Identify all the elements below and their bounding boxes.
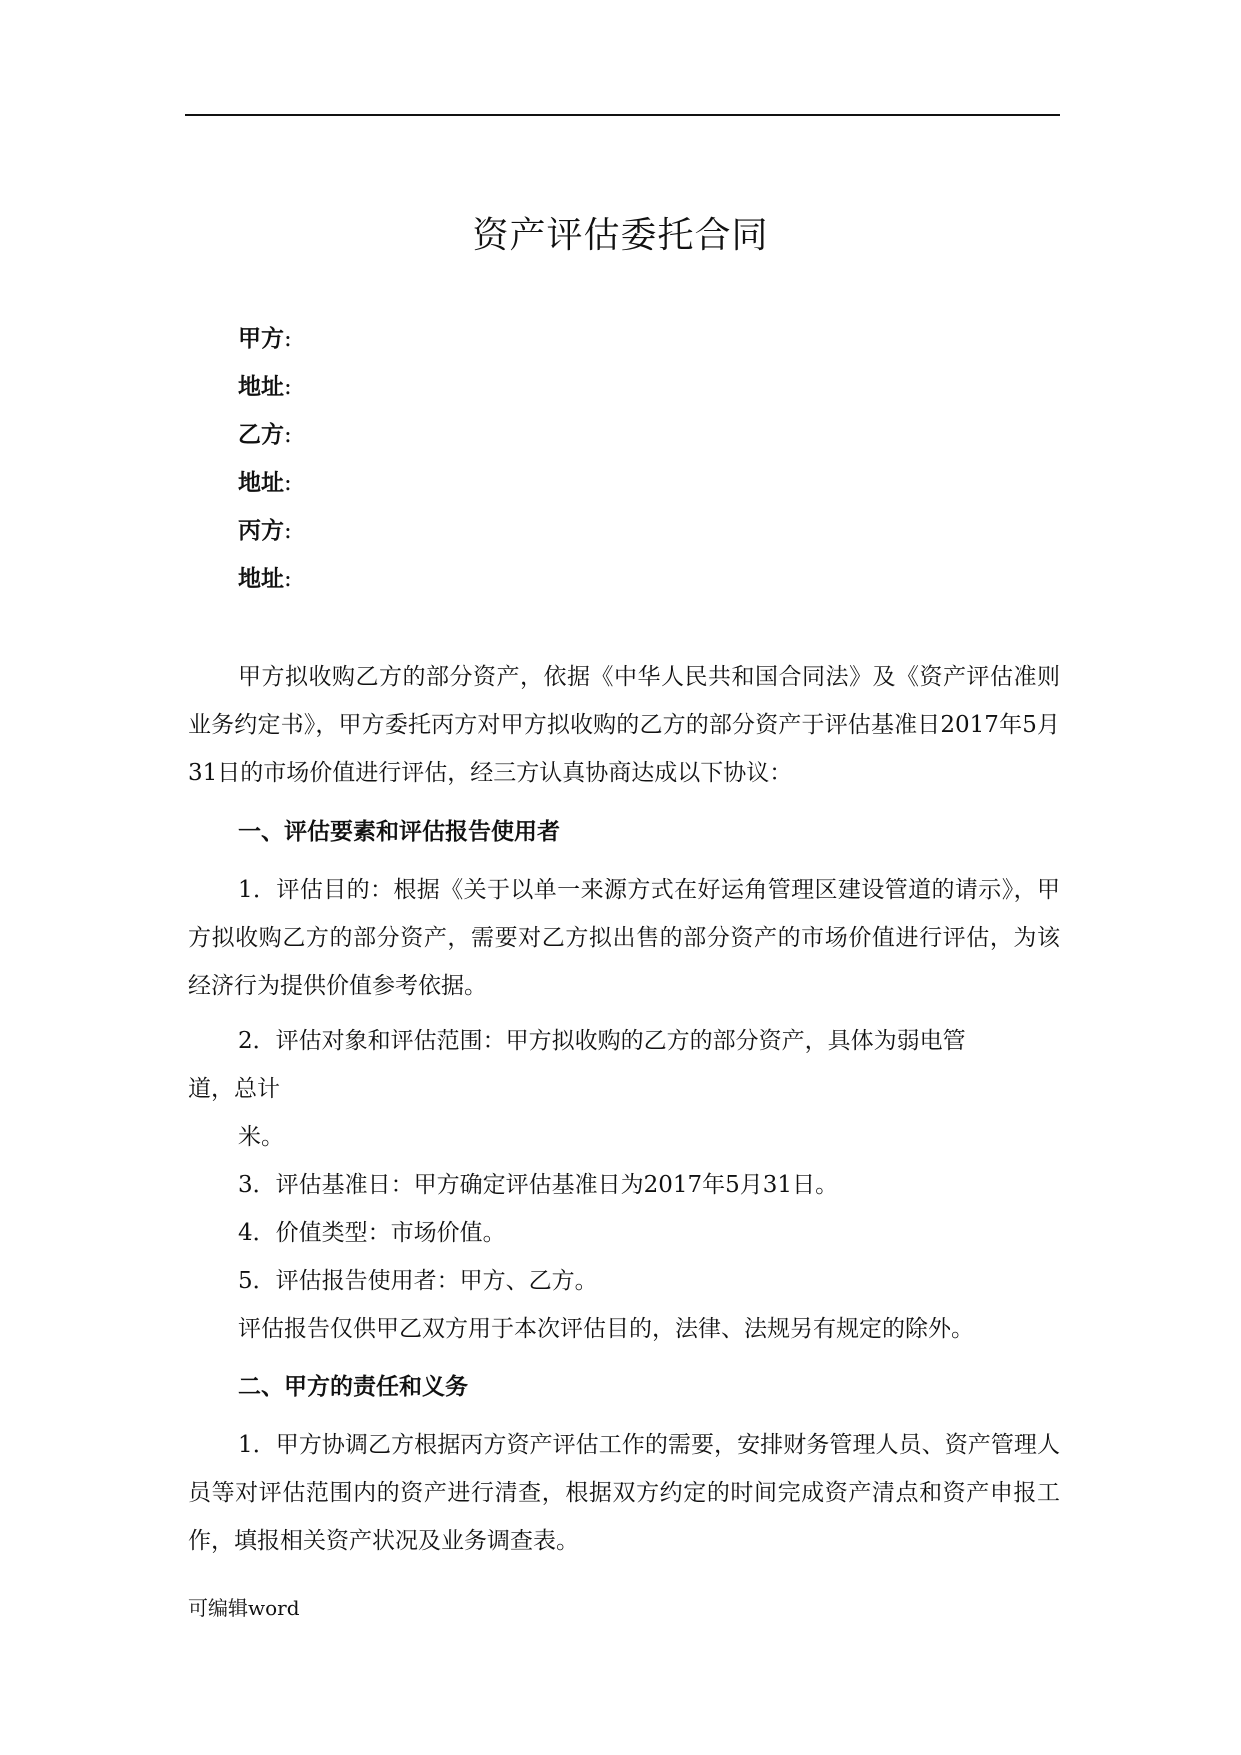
party-a-line [238, 324, 292, 354]
section-1-heading: 一、评估要素和评估报告使用者 [238, 819, 560, 845]
section-1-note: 评估报告仅供甲乙双方用于本次评估目的，法律、法规另有规定的除外。 [238, 1316, 974, 1342]
section-1-item-2-line-2: 道，总计 [188, 1076, 280, 1102]
section-2-heading: 二、甲方的责任和义务 [238, 1374, 468, 1400]
party-b-colon: : [284, 422, 292, 448]
header-rule [185, 114, 1060, 116]
section-1-item-1: 1．评估目的：根据《关于以单一来源方式在好运角管理区建设管道的请示》，甲方拟收购乙方的部分资产，需要对乙方拟出售的部分资产的市场价值进行评估，为该经济行为提供价值参考依据。 [188, 877, 1060, 999]
section-1-item-4: 4．价值类型：市场价值。 [238, 1220, 506, 1246]
party-a-address-line [238, 372, 292, 402]
party-c-colon: : [284, 518, 292, 544]
footer-note: 可编辑word [188, 1596, 300, 1620]
party-c-address-label: 地址 [238, 566, 284, 592]
party-b-line [238, 420, 292, 450]
party-a-address-colon: : [284, 374, 292, 400]
party-b-label: 乙方 [238, 422, 284, 448]
party-c-address-line [238, 564, 292, 594]
party-b-address-label: 地址 [238, 470, 284, 496]
document-title: 资产评估委托合同 [472, 215, 769, 256]
section-1-item-2-line-1: 2．评估对象和评估范围：甲方拟收购的乙方的部分资产，具体为弱电管 [238, 1028, 966, 1054]
party-a-label: 甲方 [238, 326, 284, 352]
party-a-address-label: 地址 [238, 374, 284, 400]
section-1-item-2-line-3: 米。 [238, 1124, 284, 1150]
party-a-colon: : [284, 326, 292, 352]
section-1-item-3: 3．评估基准日：甲方确定评估基准日为2017年5月31日。 [238, 1172, 839, 1198]
intro-paragraph: 甲方拟收购乙方的部分资产，依据《中华人民共和国合同法》及《资产评估准则业务约定书》，甲方委托丙方对甲方拟收购的乙方的部分资产于评估基准日2017年5月31日的市场价值进行评估，经三方认真协商达成以下协议： [188, 664, 1060, 786]
party-b-address-line [238, 468, 292, 498]
party-b-address-colon: : [284, 470, 292, 496]
section-2-item-1: 1．甲方协调乙方根据丙方资产评估工作的需要，安排财务管理人员、资产管理人员等对评估范围内的资产进行清查，根据双方约定的时间完成资产清点和资产申报工作，填报相关资产状况及业务调查表。 [188, 1432, 1060, 1554]
party-c-line [238, 516, 292, 546]
party-c-address-colon: : [284, 566, 292, 592]
section-1-item-5: 5．评估报告使用者：甲方、乙方。 [238, 1268, 598, 1294]
party-c-label: 丙方 [238, 518, 284, 544]
